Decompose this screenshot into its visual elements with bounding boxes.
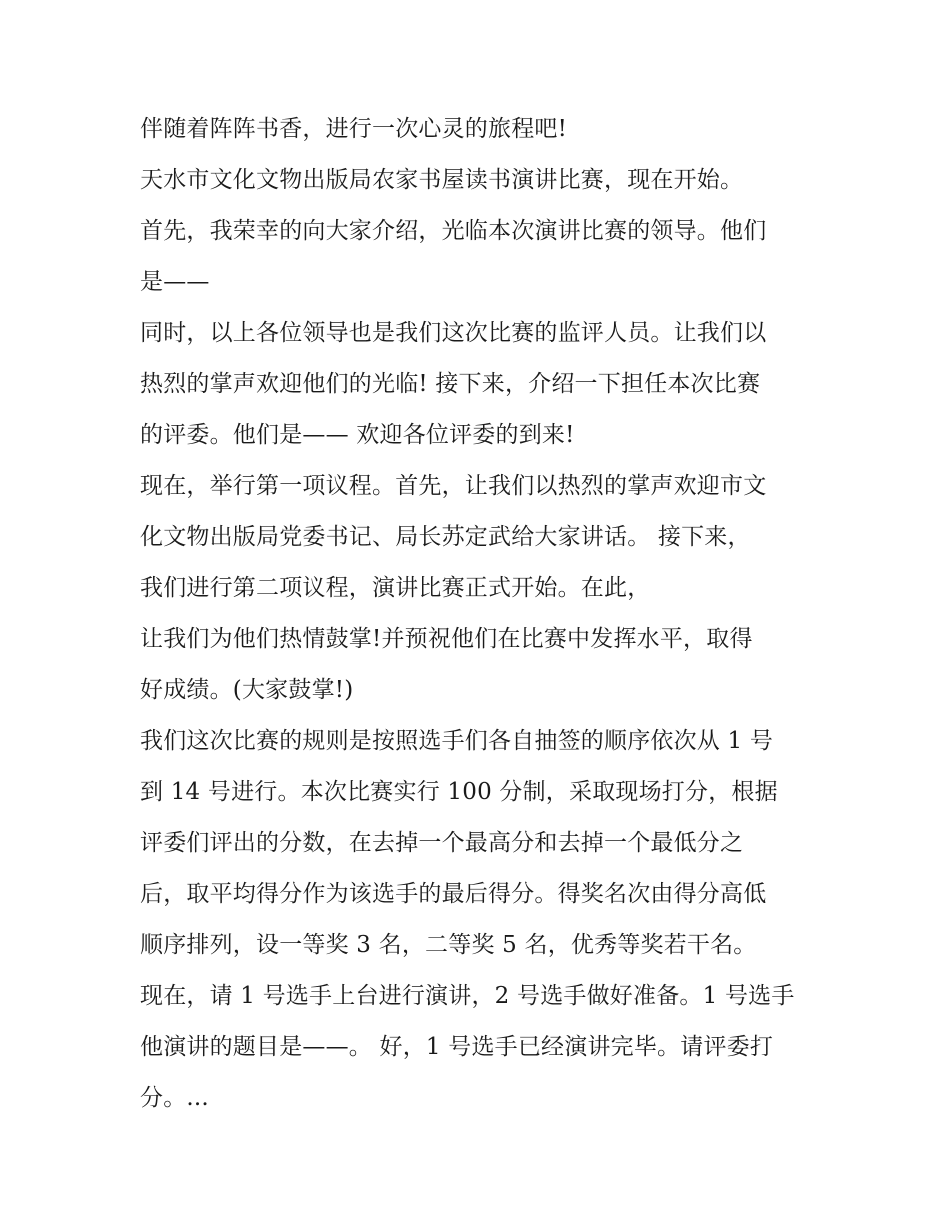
text-line: 好成绩。(大家鼓掌!) [140,677,354,703]
text-line: 现在，举行第一项议程。首先，让我们以热烈的掌声欢迎市文 [140,473,767,499]
text-line: 让我们为他们热情鼓掌!并预祝他们在比赛中发挥水平，取得 [140,626,753,652]
text-line: 到 14 号进行。本次比赛实行 100 分制，采取现场打分，根据 [140,779,778,805]
text-line: 伴随着阵阵书香，进行一次心灵的旅程吧! [140,116,568,142]
text-line: 评委们评出的分数，在去掉一个最高分和去掉一个最低分之 [140,830,744,856]
text-line: 后，取平均得分作为该选手的最后得分。得奖名次由得分高低 [140,881,767,907]
text-line: 现在，请 1 号选手上台进行演讲，2 号选手做好准备。1 号选手 [140,983,795,1009]
document-text [140,104,830,1124]
text-line: 我们进行第二项议程，演讲比赛正式开始。在此， [140,575,651,601]
text-line: 顺序排列，设一等奖 3 名，二等奖 5 名，优秀等奖若干名。 [140,932,757,958]
text-line: 首先，我荣幸的向大家介绍，光临本次演讲比赛的领导。他们 [140,218,767,244]
text-line: 他演讲的题目是——。 好，1 号选手已经演讲完毕。请评委打 [140,1034,774,1060]
text-line: 是—— [140,269,210,295]
text-line: 热烈的掌声欢迎他们的光临! 接下来，介绍一下担任本次比赛 [140,371,761,397]
text-line: 我们这次比赛的规则是按照选手们各自抽签的顺序依次从 1 号 [140,728,774,754]
text-line: 天水市文化文物出版局农家书屋读书演讲比赛，现在开始。 [140,167,744,193]
text-line: 分。... [140,1085,209,1111]
text-line: 同时，以上各位领导也是我们这次比赛的监评人员。让我们以 [140,320,767,346]
text-line: 的评委。他们是—— 欢迎各位评委的到来! [140,422,575,448]
text-line: 化文物出版局党委书记、局长苏定武给大家讲话。 接下来， [140,524,751,550]
